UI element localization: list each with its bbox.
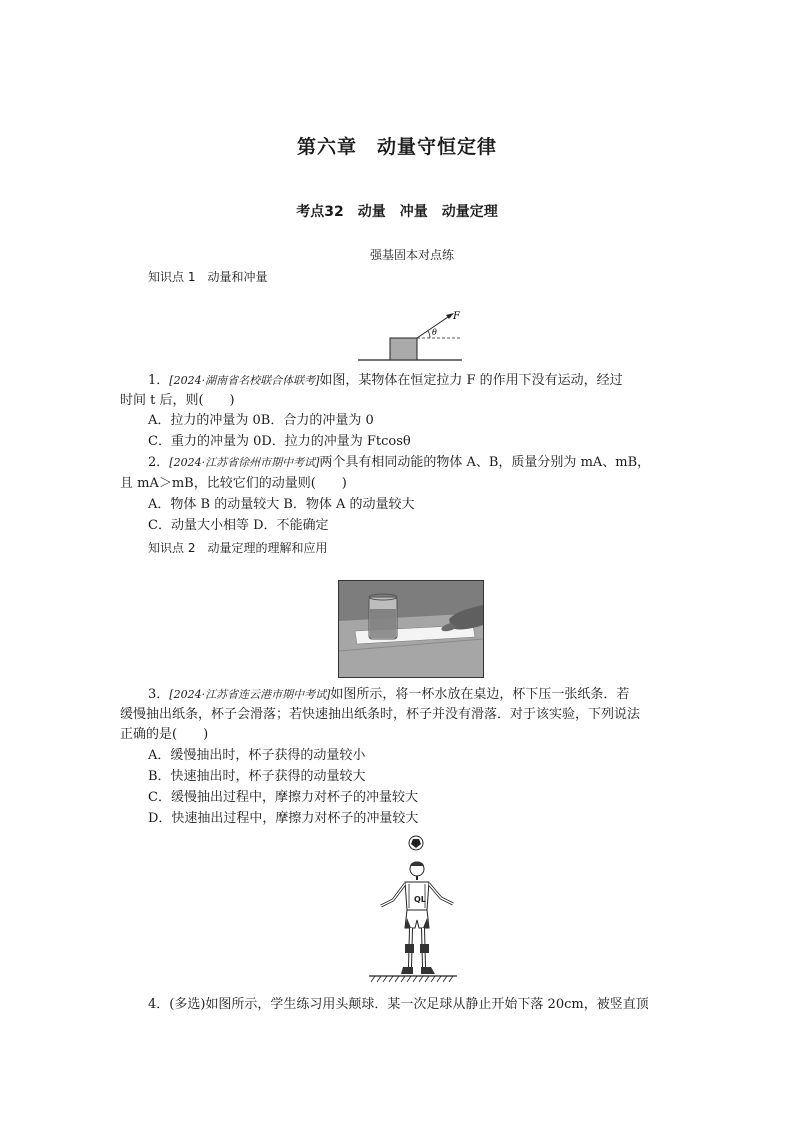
question-3-stem: 3．[2024·江苏省连云港市期中考试]如图所示，将一杯水放在桌边，杯下压一张纸条．若 — [148, 687, 630, 702]
practice-title: 强基固本对点练 — [369, 248, 454, 262]
knowledge-point-2: 知识点 2 动量定理的理解和应用 — [148, 541, 328, 555]
question-1-stem-cont: 时间 t 后，则( ) — [120, 393, 235, 408]
force-label: F — [453, 311, 460, 322]
question-3-stem-cont: 缓慢抽出纸条，杯子会滑落；若快速抽出纸条时，杯子并没有滑落．对于该实验，下列说法 — [120, 707, 641, 722]
svg-text:QL: QL — [414, 895, 426, 904]
question-2-options-ab: A．物体 B 的动量较大 B．物体 A 的动量较大 — [148, 497, 415, 512]
knowledge-point-1: 知识点 1 动量和冲量 — [148, 270, 268, 284]
question-3-option-c: C．缓慢抽出过程中，摩擦力对杯子的冲量较大 — [148, 790, 418, 805]
question-2-options-cd: C．动量大小相等 D．不能确定 — [148, 518, 329, 533]
question-3-option-a: A．缓慢抽出时，杯子获得的动量较小 — [148, 748, 366, 763]
question-1-stem: 1．[2024·湖南省名校联合体联考]如图，某物体在恒定拉力 F 的作用下没有运动，经过 — [148, 373, 623, 388]
question-3-option-b: B．快速抽出时，杯子获得的动量较大 — [148, 769, 366, 784]
question-3-option-d: D．快速抽出过程中，摩擦力对杯子的冲量较大 — [148, 811, 419, 826]
photo-glass-on-paper — [338, 580, 484, 678]
section-title: 考点32 动量 冲量 动量定理 — [296, 204, 498, 220]
angle-label: θ — [432, 328, 437, 337]
question-1-options-cd: C．重力的冲量为 0D．拉力的冲量为 Ftcosθ — [148, 434, 411, 449]
question-2-stem: 2．[2024·江苏省徐州市期中考试]两个具有相同动能的物体 A、B，质量分别为 mA、mB， — [148, 455, 651, 470]
question-1-options-ab: A．拉力的冲量为 0B．合力的冲量为 0 — [148, 413, 374, 428]
question-3-stem-cont-2: 正确的是( ) — [120, 727, 209, 742]
figure-block-force — [355, 305, 470, 365]
question-2-stem-cont: 且 mA＞mB，比较它们的动量则( ) — [120, 476, 347, 491]
question-4-stem: 4．(多选)如图所示，学生练习用头颠球．某一次足球从静止开始下落 20cm，被竖直顶 — [148, 997, 649, 1012]
figure-student-heading-ball — [365, 832, 460, 990]
chapter-title: 第六章 动量守恒定律 — [296, 136, 497, 158]
